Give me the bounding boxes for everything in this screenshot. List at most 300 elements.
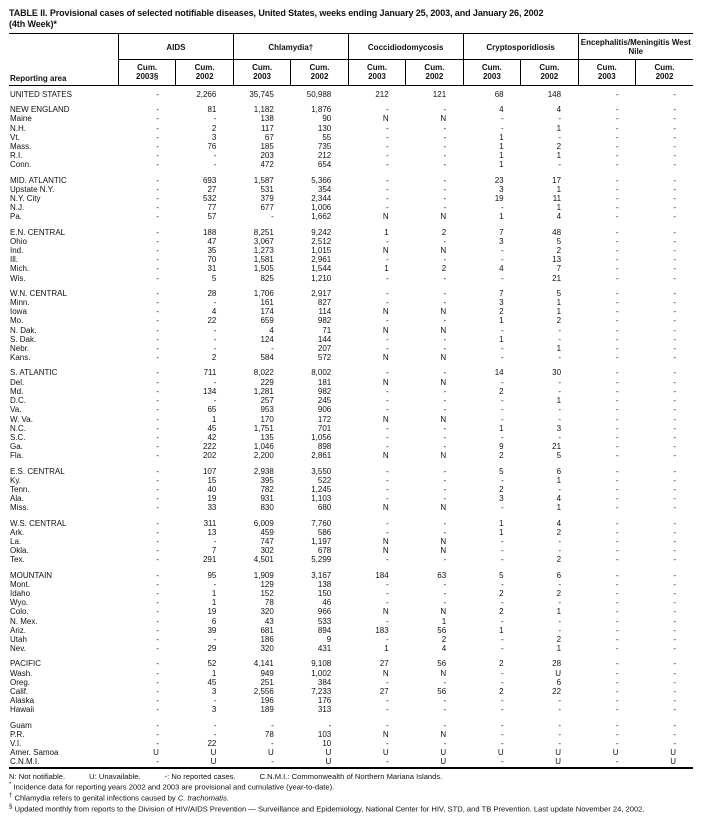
- value-cell: 23: [494, 175, 504, 185]
- value-cell: -: [443, 298, 447, 308]
- value-cell: 45: [207, 423, 217, 433]
- value-cell: 188: [202, 227, 217, 237]
- value-cell: -: [615, 720, 619, 730]
- value-cell: -: [500, 555, 504, 565]
- value-cell: -: [443, 518, 447, 528]
- value-cell: -: [500, 644, 504, 654]
- value-cell: -: [386, 757, 389, 767]
- value-cell: 196: [260, 696, 274, 706]
- value-cell: -: [386, 494, 389, 504]
- value-cell: -: [615, 527, 619, 537]
- value-cell: 1: [556, 123, 562, 133]
- value-cell: -: [443, 175, 447, 185]
- value-cell: -: [615, 184, 619, 194]
- table-row: [9, 546, 693, 555]
- value-cell: -: [615, 264, 619, 274]
- value-cell: 2: [556, 527, 562, 537]
- value-cell: -: [500, 598, 504, 608]
- reporting-area-cell: W.N. CENTRAL: [10, 288, 67, 298]
- value-cell: -: [386, 151, 389, 161]
- value-cell: 782: [260, 484, 274, 494]
- value-cell: -: [386, 475, 389, 485]
- value-cell: -: [500, 634, 504, 644]
- table-row: [9, 264, 693, 273]
- value-cell: 1: [499, 212, 504, 222]
- value-cell: 4: [499, 105, 504, 115]
- value-cell: -: [386, 677, 389, 687]
- value-cell: -: [673, 625, 676, 635]
- value-cell: 1: [499, 625, 504, 635]
- value-cell: N: [382, 536, 389, 546]
- value-cell: 654: [317, 160, 332, 170]
- value-cell: -: [500, 503, 504, 513]
- value-cell: U: [325, 757, 332, 767]
- value-cell: -: [156, 484, 159, 494]
- table-row: [9, 203, 693, 212]
- value-cell: 966: [317, 607, 332, 617]
- value-cell: -: [615, 616, 619, 626]
- value-cell: 2: [441, 264, 447, 274]
- value-cell: -: [156, 598, 159, 608]
- value-cell: 659: [260, 316, 274, 326]
- value-cell: 949: [260, 668, 274, 678]
- value-cell: N: [382, 353, 389, 363]
- table-row: [9, 194, 693, 203]
- table-row: [9, 442, 693, 451]
- value-cell: -: [386, 555, 389, 565]
- value-cell: -: [615, 344, 619, 354]
- value-cell: -: [386, 484, 389, 494]
- value-cell: 1: [556, 151, 562, 161]
- value-cell: -: [443, 386, 447, 396]
- table-row: [9, 555, 693, 564]
- legend-cnmi: C.N.M.I.: Commonwealth of Northern Mariana Islands.: [259, 771, 443, 781]
- cum-label: Cum.: [366, 63, 387, 72]
- value-cell: -: [213, 334, 217, 344]
- value-cell: -: [443, 705, 447, 715]
- cum-header-west-nile-2002: [636, 60, 693, 86]
- value-cell: -: [673, 570, 676, 580]
- value-cell: -: [386, 527, 389, 537]
- value-cell: 1: [211, 668, 217, 678]
- value-cell: 1: [556, 396, 562, 406]
- table-row: [9, 696, 693, 705]
- value-cell: -: [615, 625, 619, 635]
- value-cell: -: [673, 579, 676, 589]
- value-cell: -: [156, 325, 159, 335]
- value-cell: 2: [499, 607, 504, 617]
- value-cell: -: [386, 386, 389, 396]
- value-cell: 1: [556, 475, 562, 485]
- reporting-area-cell: S.C.: [10, 432, 26, 442]
- value-cell: 1,876: [311, 105, 332, 115]
- table-header: [9, 34, 693, 86]
- table-row: [9, 687, 693, 696]
- reporting-area-cell: Mo.: [10, 316, 24, 326]
- value-cell: 6: [556, 677, 562, 687]
- value-cell: -: [386, 288, 389, 298]
- value-cell: -: [615, 644, 619, 654]
- value-cell: -: [673, 90, 676, 99]
- table-row: [9, 105, 693, 114]
- value-cell: -: [615, 377, 619, 387]
- cum-year: 2002: [425, 72, 444, 81]
- value-cell: 1: [499, 518, 504, 528]
- table-row: [9, 396, 693, 405]
- value-cell: -: [500, 273, 504, 283]
- value-cell: 1: [499, 527, 504, 537]
- value-cell: N: [440, 353, 447, 363]
- value-cell: -: [673, 246, 676, 256]
- value-cell: -: [558, 386, 562, 396]
- reporting-area-cell: Ill.: [10, 255, 18, 265]
- value-cell: -: [443, 677, 447, 687]
- value-cell: 251: [260, 677, 274, 687]
- value-cell: 1,662: [311, 212, 332, 222]
- value-cell: 472: [260, 160, 274, 170]
- footnote-marker: §: [9, 804, 13, 811]
- value-cell: 7: [211, 546, 217, 556]
- value-cell: -: [673, 739, 676, 748]
- reporting-area-cell: La.: [10, 536, 22, 546]
- value-cell: 2: [556, 555, 562, 565]
- value-cell: -: [558, 598, 562, 608]
- value-cell: N: [440, 451, 447, 461]
- value-cell: -: [156, 227, 159, 237]
- value-cell: 185: [260, 142, 274, 152]
- footnote-marker: †: [9, 793, 13, 800]
- table-row: [9, 274, 693, 283]
- value-cell: -: [615, 546, 619, 556]
- value-cell: -: [213, 720, 217, 730]
- value-cell: N: [440, 607, 447, 617]
- cum-header-west-nile-2003: [578, 60, 635, 86]
- value-cell: -: [558, 334, 562, 344]
- value-cell: 161: [260, 298, 274, 308]
- value-cell: 56: [437, 625, 447, 635]
- value-cell: 135: [260, 432, 274, 442]
- value-cell: -: [156, 194, 159, 204]
- value-cell: 1: [556, 203, 562, 213]
- value-cell: 4,501: [253, 555, 274, 565]
- value-cell: 2: [499, 659, 504, 669]
- value-cell: -: [443, 236, 447, 246]
- value-cell: -: [615, 288, 619, 298]
- value-cell: -: [673, 720, 676, 730]
- value-cell: -: [386, 255, 389, 265]
- value-cell: -: [500, 203, 504, 213]
- value-cell: -: [156, 432, 159, 442]
- value-cell: -: [386, 105, 389, 115]
- value-cell: N: [382, 503, 389, 513]
- value-cell: -: [615, 203, 619, 213]
- value-cell: 2: [556, 634, 562, 644]
- cum-header-coccidiodomycosis-2003: [348, 60, 405, 86]
- value-cell: 3: [556, 423, 562, 433]
- value-cell: -: [443, 588, 447, 598]
- value-cell: N: [440, 212, 447, 222]
- value-cell: -: [558, 353, 562, 363]
- value-cell: 181: [317, 377, 332, 387]
- reporting-area-cell: Va.: [10, 405, 22, 415]
- value-cell: 4: [499, 264, 504, 274]
- value-cell: -: [615, 246, 619, 256]
- value-cell: -: [156, 288, 159, 298]
- value-cell: 533: [317, 616, 332, 626]
- value-cell: -: [443, 475, 447, 485]
- value-cell: 320: [260, 644, 274, 654]
- reporting-area-cell: D.C.: [10, 396, 26, 406]
- value-cell: -: [271, 720, 274, 730]
- reporting-area-cell: Pa.: [10, 212, 23, 222]
- value-cell: -: [673, 142, 676, 152]
- value-cell: -: [673, 368, 676, 378]
- value-cell: -: [673, 634, 676, 644]
- value-cell: 5: [556, 451, 562, 461]
- value-cell: 57: [207, 212, 217, 222]
- value-cell: 28: [552, 659, 562, 669]
- value-cell: 532: [202, 194, 217, 204]
- value-cell: -: [156, 255, 159, 265]
- value-cell: 5: [499, 570, 504, 580]
- table-row: [9, 635, 693, 644]
- cum-header-chlamydia-2003: [233, 60, 290, 86]
- value-cell: 184: [375, 570, 389, 580]
- value-cell: 19: [207, 607, 217, 617]
- group-header-cryptosporidiosis: Cryptosporidiosis: [463, 34, 578, 60]
- value-cell: -: [443, 432, 447, 442]
- value-cell: -: [673, 386, 676, 396]
- value-cell: -: [156, 368, 159, 378]
- value-cell: -: [156, 527, 159, 537]
- value-cell: -: [673, 105, 676, 115]
- value-cell: -: [156, 466, 159, 476]
- value-cell: -: [156, 720, 159, 730]
- value-cell: -: [386, 142, 389, 152]
- value-cell: 6,009: [253, 518, 274, 528]
- value-cell: -: [615, 396, 619, 406]
- value-cell: -: [156, 739, 159, 748]
- value-cell: 1: [556, 607, 562, 617]
- value-cell: -: [156, 423, 159, 433]
- reporting-area-cell: Okla.: [10, 546, 29, 556]
- value-cell: -: [156, 555, 159, 565]
- table-row: [9, 160, 693, 169]
- value-cell: 379: [260, 194, 274, 204]
- footnote-species-italic: C. trachomatis.: [177, 793, 229, 803]
- value-cell: N: [440, 307, 447, 317]
- cum-header-chlamydia-2002: [291, 60, 348, 86]
- table-row: [9, 86, 693, 100]
- value-cell: -: [615, 739, 619, 748]
- value-cell: 1: [211, 588, 217, 598]
- value-cell: 4: [556, 518, 562, 528]
- value-cell: -: [615, 677, 619, 687]
- value-cell: -: [500, 668, 504, 678]
- value-cell: -: [386, 442, 389, 452]
- value-cell: -: [443, 720, 447, 730]
- reporting-area-cell: Nebr.: [10, 344, 30, 354]
- value-cell: -: [673, 432, 676, 442]
- value-cell: -: [156, 570, 159, 580]
- value-cell: 8,022: [253, 368, 274, 378]
- value-cell: -: [615, 570, 619, 580]
- value-cell: -: [673, 160, 676, 170]
- value-cell: 150: [317, 588, 332, 598]
- value-cell: -: [673, 325, 676, 335]
- value-cell: -: [386, 194, 389, 204]
- value-cell: -: [271, 212, 274, 222]
- value-cell: -: [156, 588, 159, 598]
- value-cell: -: [386, 273, 389, 283]
- value-cell: -: [673, 536, 676, 546]
- table-row: [9, 730, 693, 739]
- reporting-area-cell: UNITED STATES: [10, 90, 72, 99]
- table-row: [9, 467, 693, 476]
- value-cell: 5: [556, 288, 562, 298]
- table-row: [9, 335, 693, 344]
- value-cell: -: [500, 677, 504, 687]
- value-cell: -: [500, 114, 504, 124]
- reporting-area-cell: Alaska: [10, 696, 35, 706]
- value-cell: -: [213, 298, 217, 308]
- value-cell: -: [615, 405, 619, 415]
- value-cell: 1,245: [311, 484, 332, 494]
- value-cell: -: [386, 236, 389, 246]
- value-cell: 711: [203, 368, 217, 378]
- table-row: [9, 678, 693, 687]
- value-cell: 172: [317, 414, 332, 424]
- value-cell: -: [213, 160, 217, 170]
- value-cell: -: [443, 442, 447, 452]
- value-cell: 830: [260, 503, 274, 513]
- reporting-area-cell: Ohio: [10, 236, 27, 246]
- value-cell: -: [156, 203, 159, 213]
- cum-year: 2003§: [136, 72, 159, 81]
- value-cell: -: [673, 677, 676, 687]
- value-cell: 121: [432, 90, 447, 99]
- value-cell: -: [673, 132, 676, 142]
- cum-year: 2002: [540, 72, 559, 81]
- reporting-area-cell: Conn.: [10, 160, 32, 170]
- value-cell: -: [500, 739, 504, 748]
- value-cell: -: [443, 194, 447, 204]
- value-cell: 2,938: [253, 466, 274, 476]
- reporting-area-header: Reporting area: [9, 34, 118, 86]
- value-cell: -: [615, 212, 619, 222]
- table-row: [9, 669, 693, 678]
- value-cell: N: [382, 451, 389, 461]
- value-cell: -: [156, 396, 159, 406]
- reporting-area-cell: Amer. Samoa: [10, 748, 59, 758]
- value-cell: 222: [202, 442, 217, 452]
- value-cell: 134: [202, 386, 217, 396]
- value-cell: -: [673, 123, 676, 133]
- value-cell: 1,751: [253, 423, 274, 433]
- value-cell: N: [382, 546, 389, 556]
- table-row: [9, 503, 693, 512]
- value-cell: -: [213, 579, 217, 589]
- value-cell: 931: [260, 494, 274, 504]
- value-cell: 148: [547, 90, 562, 99]
- value-cell: -: [615, 307, 619, 317]
- value-cell: 2: [441, 634, 447, 644]
- value-cell: 170: [260, 414, 274, 424]
- value-cell: 117: [261, 123, 274, 133]
- table-row: [9, 476, 693, 485]
- value-cell: -: [156, 236, 159, 246]
- value-cell: -: [615, 518, 619, 528]
- value-cell: 40: [207, 484, 217, 494]
- value-cell: -: [386, 203, 389, 213]
- value-cell: 257: [260, 396, 274, 406]
- value-cell: 35,745: [249, 90, 274, 99]
- value-cell: -: [615, 194, 619, 204]
- value-cell: -: [156, 353, 159, 363]
- value-cell: -: [443, 423, 447, 433]
- value-cell: -: [615, 227, 619, 237]
- value-cell: -: [156, 123, 159, 133]
- value-cell: U: [497, 748, 504, 758]
- value-cell: 203: [260, 151, 274, 161]
- value-cell: N: [440, 546, 447, 556]
- table-row: [9, 378, 693, 387]
- value-cell: -: [156, 334, 159, 344]
- value-cell: N: [382, 668, 389, 678]
- value-cell: U: [268, 748, 274, 758]
- value-cell: 2: [499, 484, 504, 494]
- value-cell: 6: [556, 466, 562, 476]
- value-cell: -: [615, 175, 619, 185]
- reporting-area-cell: PACIFIC: [10, 659, 41, 669]
- value-cell: 1: [499, 334, 504, 344]
- table-row: [9, 739, 693, 748]
- reporting-area-cell: Ind.: [10, 246, 24, 256]
- value-cell: 898: [317, 442, 332, 452]
- value-cell: 50,988: [306, 90, 332, 99]
- value-cell: N: [440, 536, 447, 546]
- value-cell: 1: [211, 598, 217, 608]
- value-cell: U: [555, 757, 562, 767]
- footnote-legend: [9, 772, 693, 782]
- value-cell: 15: [207, 475, 217, 485]
- value-cell: -: [156, 298, 159, 308]
- reporting-area-cell: N.Y. City: [10, 194, 41, 204]
- value-cell: 77: [207, 203, 217, 213]
- value-cell: -: [156, 518, 159, 528]
- reporting-area-cell: Mich.: [10, 264, 30, 274]
- value-cell: -: [673, 423, 676, 433]
- value-cell: -: [500, 705, 504, 715]
- value-cell: 17: [552, 175, 562, 185]
- value-cell: -: [443, 466, 447, 476]
- value-cell: -: [156, 579, 159, 589]
- cum-year: 2003: [482, 72, 501, 81]
- value-cell: 1: [556, 307, 562, 317]
- table-row: [9, 185, 693, 194]
- value-cell: -: [673, 607, 676, 617]
- value-cell: -: [386, 579, 389, 589]
- table-row: [9, 528, 693, 537]
- footnotes: [9, 772, 693, 815]
- cum-label: Cum.: [539, 63, 560, 72]
- value-cell: -: [673, 212, 676, 222]
- value-cell: 9: [499, 442, 504, 452]
- value-cell: -: [156, 686, 159, 696]
- value-cell: 3: [499, 494, 504, 504]
- value-cell: N: [440, 414, 447, 424]
- table-row: [9, 344, 693, 353]
